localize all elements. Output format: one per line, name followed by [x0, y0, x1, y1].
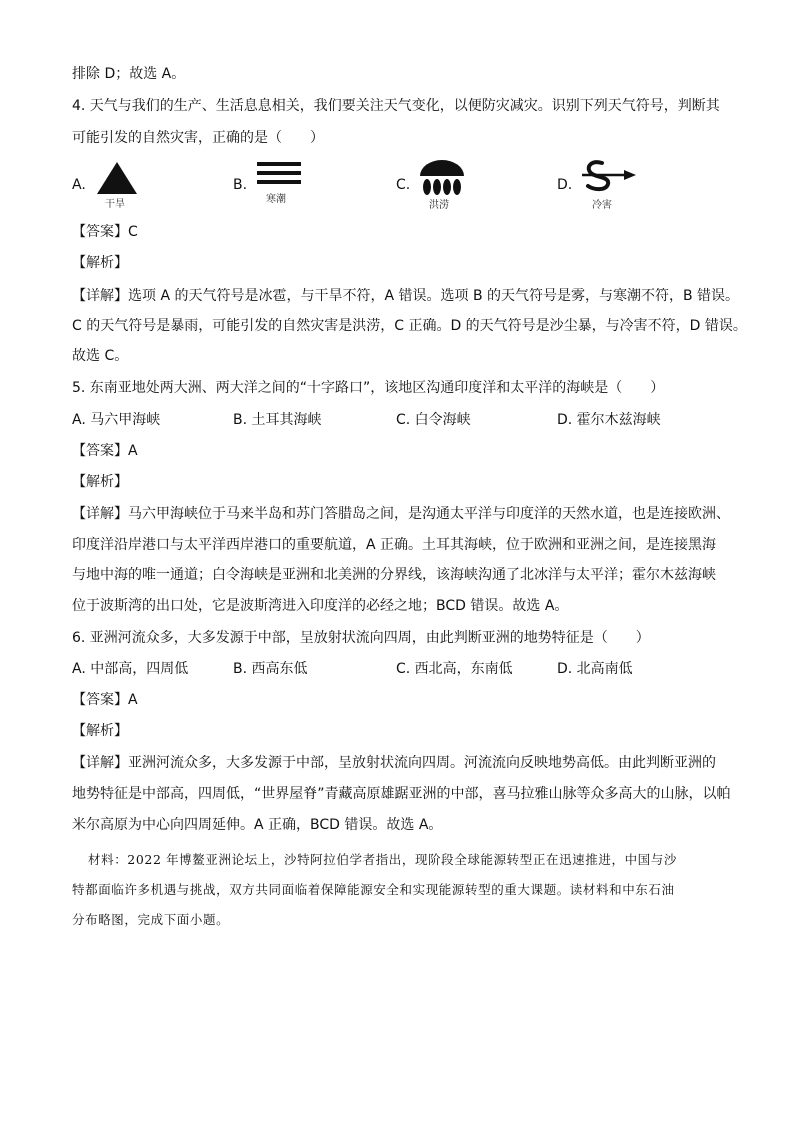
material-text: 材料：2022 年博鳌亚洲论坛上，沙特阿拉伯学者指出，现阶段全球能源转型正在迅速推进，中国与沙 — [88, 852, 677, 867]
explanation-text: 故选 C。 — [72, 348, 129, 364]
q4-option-d-letter: D. — [557, 177, 573, 193]
answer-label: 【答案】A — [72, 692, 138, 708]
q4-option-d-label: 冷害 — [592, 200, 612, 211]
q4-option-a-letter: A. — [72, 177, 86, 193]
hail-triangle-icon — [95, 160, 139, 196]
q4-option-b-letter: B. — [233, 177, 248, 193]
rainstorm-icon — [418, 158, 466, 198]
q6-option-a: A. 中部高，四周低 — [72, 661, 189, 677]
analysis-label: 【解析】 — [72, 255, 128, 271]
explanation-text: 【详解】选项 A 的天气符号是冰雹，与干旱不符，A 错误。选项 B 的天气符号是雾，与寒潮不符，B 错误。 — [72, 288, 740, 304]
sandstorm-icon — [580, 158, 638, 196]
q5-option-c: C. 白令海峡 — [396, 412, 471, 428]
q6-option-c: C. 西北高，东南低 — [396, 661, 513, 677]
answer-label: 【答案】A — [72, 443, 138, 459]
explanation-text: 【详解】马六甲海峡位于马来半岛和苏门答腊岛之间，是沟通太平洋与印度洋的天然水道，也是连接欧洲、 — [72, 506, 730, 522]
explanation-text: 与地中海的唯一通道；白令海峡是亚洲和北美洲的分界线，该海峡沟通了北冰洋与太平洋；霍尔木兹海峡 — [72, 567, 716, 583]
question-6-stem: 6. 亚洲河流众多，大多发源于中部，呈放射状流向四周，由此判断亚洲的地势特征是（ ） — [72, 630, 650, 646]
explanation-text: 【详解】亚洲河流众多，大多发源于中部，呈放射状流向四周。河流流向反映地势高低。由此判断亚洲的 — [72, 755, 716, 771]
q4-option-c-label: 洪涝 — [429, 200, 449, 211]
text-line: 排除 D；故选 A。 — [72, 66, 186, 82]
explanation-text: 位于波斯湾的出口处，它是波斯湾进入印度洋的必经之地；BCD 错误。故选 A。 — [72, 598, 569, 614]
q4-option-b-label: 寒潮 — [266, 194, 286, 205]
question-4-stem-cont: 可能引发的自然灾害，正确的是（ ） — [72, 130, 324, 146]
q5-option-a: A. 马六甲海峡 — [72, 412, 161, 428]
q4-option-c-letter: C. — [396, 177, 411, 193]
analysis-label: 【解析】 — [72, 474, 128, 490]
q5-option-d: D. 霍尔木兹海峡 — [557, 412, 661, 428]
explanation-text: 印度洋沿岸港口与太平洋西岸港口的重要航道，A 正确。土耳其海峡，位于欧洲和亚洲之间，是连接黑海 — [72, 537, 717, 553]
q6-option-d: D. 北高南低 — [557, 661, 633, 677]
analysis-label: 【解析】 — [72, 723, 128, 739]
q5-option-b: B. 土耳其海峡 — [233, 412, 322, 428]
question-4-stem: 4. 天气与我们的生产、生活息息相关，我们要关注天气变化，以便防灾减灾。识别下列天气符号，判断其 — [72, 98, 720, 114]
q6-option-b: B. 西高东低 — [233, 661, 308, 677]
q4-option-a-label: 干旱 — [105, 199, 125, 210]
explanation-text: 米尔高原为中心向四周延伸。A 正确，BCD 错误。故选 A。 — [72, 817, 443, 833]
explanation-text: C 的天气符号是暴雨，可能引发的自然灾害是洪涝，C 正确。D 的天气符号是沙尘暴，与冷害不符，D 错误。 — [72, 318, 747, 334]
fog-lines-icon — [256, 160, 302, 188]
question-5-stem: 5. 东南亚地处两大洲、两大洋之间的“十字路口”，该地区沟通印度洋和太平洋的海峡是（ ） — [72, 380, 665, 396]
material-text: 特都面临许多机遇与挑战，双方共同面临着保障能源安全和实现能源转型的重大课题。读材料和中东石油 — [72, 882, 675, 897]
answer-label: 【答案】C — [72, 224, 138, 240]
explanation-text: 地势特征是中部高，四周低，“世界屋脊”青藏高原雄踞亚洲的中部，喜马拉雅山脉等众多高大的山脉，以帕 — [72, 786, 731, 802]
material-text: 分布略图，完成下面小题。 — [72, 912, 230, 927]
